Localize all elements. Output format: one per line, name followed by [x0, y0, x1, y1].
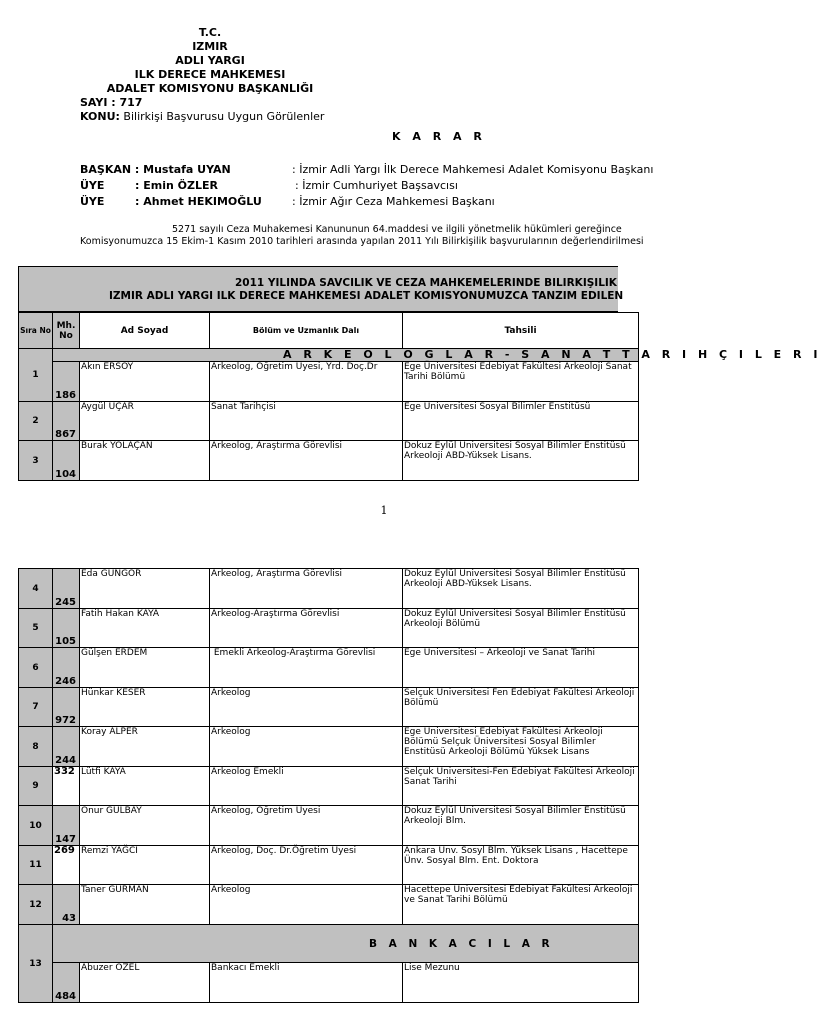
- konu-label: KONU:: [80, 110, 120, 123]
- mh-cell: 972: [53, 688, 80, 727]
- header-line-komisyon: ADALET KOMISYONU BAŞKANLIĞI: [106, 82, 314, 95]
- bolum-cell: Arkeolog, Araştırma Görevlisi: [210, 569, 403, 609]
- table-row: [19, 963, 639, 1003]
- ad-cell: Onur GULBAY: [80, 806, 210, 846]
- tahsil-cell: Lise Mezunu: [403, 963, 639, 1003]
- mh-cell: 484: [53, 963, 80, 1003]
- category-row-arkeologlar: [19, 349, 639, 362]
- tahsil-cell: Hacettepe Universitesi Edebiyat Fakültesi Arkeoloji ve Sanat Tarihi Bölümü: [403, 885, 639, 925]
- bolum-cell: Arkeolog, Araştırma Görevlisi: [210, 441, 403, 481]
- col-header-sira: Sıra No: [19, 313, 53, 349]
- mh-cell: 105: [53, 609, 80, 648]
- ad-cell: Koray ALPER: [80, 727, 210, 767]
- sira-cell: 11: [19, 846, 53, 885]
- konu-line: [80, 110, 324, 123]
- table-row: [19, 806, 639, 846]
- table-row: [19, 648, 639, 688]
- tahsil-cell: Dokuz Eylül Universitesi Sosyal Bilimler Enstitüsü Arkeoloji Blm.: [403, 806, 639, 846]
- table-row: [19, 441, 639, 481]
- col-header-bolum: Bölüm ve Uzmanlık Dalı: [210, 313, 403, 349]
- table-row: [19, 846, 639, 885]
- konu-text: Bilirkişi Başvurusu Uygun Görülenler: [123, 110, 325, 123]
- sira-cell: 4: [19, 569, 53, 609]
- mh-cell: 269: [53, 846, 80, 885]
- member-uye2-desc: : İzmir Ağır Ceza Mahkemesi Başkanı: [292, 195, 495, 208]
- mh-cell: 147: [53, 806, 80, 846]
- table-title-line-2: IZMIR ADLI YARGI ILK DERECE MAHKEMESI ADALET KOMISYONUMUZCA TANZIM EDILEN: [109, 290, 624, 302]
- sira-cell: 10: [19, 806, 53, 846]
- bolum-cell: Bankacı Emekli: [210, 963, 403, 1003]
- header-line-adli-yargi: ADLI YARGI: [175, 54, 245, 67]
- bolum-cell: Arkeolog: [210, 727, 403, 767]
- member-uye1-desc: : İzmir Cumhuriyet Başsavcısı: [295, 179, 458, 192]
- header-line-tc: T.C.: [198, 26, 222, 39]
- bolum-cell: Arkeolog-Araştırma Görevlisi: [210, 609, 403, 648]
- results-table-page-2: [18, 568, 639, 1003]
- category-arkeologlar: A R K E O L O G L A R - S A N A T T A R I H Ç I L E R I: [53, 349, 639, 362]
- tahsil-cell: Dokuz Eylül Universitesi Sosyal Bilimler Enstitüsü Arkeoloji ABD-Yüksek Lisans.: [403, 441, 639, 481]
- mh-cell: 332: [53, 767, 80, 806]
- tahsil-cell: Selçuk Universitesi-Fen Edebiyat Fakültesi Arkeoloji Sanat Tarihi: [403, 767, 639, 806]
- mh-cell: 43: [53, 885, 80, 925]
- header-line-mahkeme: ILK DERECE MAHKEMESI: [134, 68, 286, 81]
- member-baskan-role: BAŞKAN : Mustafa UYAN: [80, 163, 231, 176]
- sira-cell: 9: [19, 767, 53, 806]
- ad-cell: Abuzer OZEL: [80, 963, 210, 1003]
- tahsil-cell: Selçuk Universitesi Fen Edebiyat Fakültesi Arkeoloji Bölümü: [403, 688, 639, 727]
- ad-cell: Lütfi KAYA: [80, 767, 210, 806]
- table-title-line-1: 2011 YILINDA SAVCILIK VE CEZA MAHKEMELERINDE BILIRKIŞILIK: [235, 277, 617, 289]
- table-row: [19, 727, 639, 767]
- ad-cell: Hünkar KESER: [80, 688, 210, 727]
- sira-cell: 6: [19, 648, 53, 688]
- bolum-cell: Emekli Arkeolog-Araştırma Görevlisi: [210, 648, 403, 688]
- tahsil-cell: Ege Universitesi Sosyal Bilimler Enstitüsü: [403, 402, 639, 441]
- bolum-cell: Arkeolog: [210, 688, 403, 727]
- member-uye1-role: ÜYE : Emin ÖZLER: [80, 179, 219, 192]
- header-line-izmir: IZMIR: [192, 40, 228, 53]
- tahsil-cell: Ege Universitesi Edebiyat Fakültesi Arkeoloji Bölümü Selçuk Üniversitesi Sosyal Bilimler Enstitüsü Arkeoloji Bölümü Yüksek Lisans: [403, 727, 639, 767]
- mh-cell: 244: [53, 727, 80, 767]
- tahsil-cell: Ege Universitesi – Arkeoloji ve Sanat Tarihi: [403, 648, 639, 688]
- bolum-cell: Arkeolog, Doç. Dr.Öğretim Uyesi: [210, 846, 403, 885]
- member-baskan-desc: : İzmir Adli Yargı İlk Derece Mahkemesi Adalet Komisyonu Başkanı: [292, 163, 654, 176]
- ad-cell: Aygül UÇAR: [80, 402, 210, 441]
- tahsil-cell: Ankara Unv. Sosyl Blm. Yüksek Lisans , Hacettepe Ünv. Sosyal Blm. Ent. Doktora: [403, 846, 639, 885]
- category-row-bankacilar: [19, 925, 639, 963]
- tahsil-cell: Dokuz Eylül Universitesi Sosyal Bilimler Enstitüsü Arkeoloji ABD-Yüksek Lisans.: [403, 569, 639, 609]
- table-row: [19, 402, 639, 441]
- table-header-row: [19, 313, 639, 349]
- table-row: [19, 688, 639, 727]
- table-row: [19, 609, 639, 648]
- ad-cell: Gülşen ERDEM: [80, 648, 210, 688]
- col-header-tahsil: Tahsili: [403, 313, 639, 349]
- results-table-page-1: [18, 312, 821, 481]
- bolum-cell: Arkeolog Emekli: [210, 767, 403, 806]
- mh-cell: 246: [53, 648, 80, 688]
- sira-cell: 5: [19, 609, 53, 648]
- karar-title: K A R A R: [392, 130, 486, 143]
- sira-cell: 2: [19, 402, 53, 441]
- mh-cell: 104: [53, 441, 80, 481]
- category-bankacilar: B A N K A C I L A R: [53, 925, 639, 963]
- ad-cell: Burak YOLAÇAN: [80, 441, 210, 481]
- bolum-cell: Sanat Tarihçisi: [210, 402, 403, 441]
- sayi-label: SAYI : 717: [80, 96, 143, 109]
- tahsil-cell: Ege Üniversitesi Edebiyat Fakültesi Arkeoloji Sanat Tarihi Bölümü: [403, 362, 639, 402]
- table-row: [19, 767, 639, 806]
- mh-cell: 245: [53, 569, 80, 609]
- ad-cell: Eda GUNGOR: [80, 569, 210, 609]
- sira-cell: 13: [19, 925, 53, 1003]
- member-uye2-role: ÜYE : Ahmet HEKIMOĞLU: [80, 195, 262, 208]
- ad-cell: Taner GURMAN: [80, 885, 210, 925]
- mh-cell: 867: [53, 402, 80, 441]
- ad-cell: Remzi YAĞCI: [80, 846, 210, 885]
- sira-cell: 3: [19, 441, 53, 481]
- table-row: [19, 569, 639, 609]
- page-number: 1: [380, 504, 388, 517]
- sira-cell: 8: [19, 727, 53, 767]
- sira-cell: 12: [19, 885, 53, 925]
- col-header-mh: Mh. No: [53, 313, 80, 349]
- sira-cell: 7: [19, 688, 53, 727]
- mh-cell: 186: [53, 362, 80, 402]
- table-row: [19, 362, 639, 402]
- intro-line-2: Komisyonumuzca 15 Ekim-1 Kasım 2010 tarihleri arasında yapılan 2011 Yılı Bilirkişilik başvurularının değerlendirilmesi: [80, 236, 644, 247]
- sira-cell: 1: [19, 349, 53, 402]
- table-title-band: [18, 266, 624, 312]
- ad-cell: Akın ERSOY: [80, 362, 210, 402]
- bolum-cell: Arkeolog, Oğretim Uyesi: [210, 806, 403, 846]
- col-header-ad: Ad Soyad: [80, 313, 210, 349]
- table-row: [19, 885, 639, 925]
- bolum-cell: Arkeolog, Oğretim Uyesi, Yrd. Doç.Dr: [210, 362, 403, 402]
- tahsil-cell: Dokuz Eylül Universitesi Sosyal Bilimler Enstitüsü Arkeoloji Bölümü: [403, 609, 639, 648]
- bolum-cell: Arkeolog: [210, 885, 403, 925]
- intro-line-1: 5271 sayılı Ceza Muhakemesi Kanununun 64.maddesi ve ilgili yönetmelik hükümleri gereğince: [172, 224, 622, 235]
- ad-cell: Fatih Hakan KAYA: [80, 609, 210, 648]
